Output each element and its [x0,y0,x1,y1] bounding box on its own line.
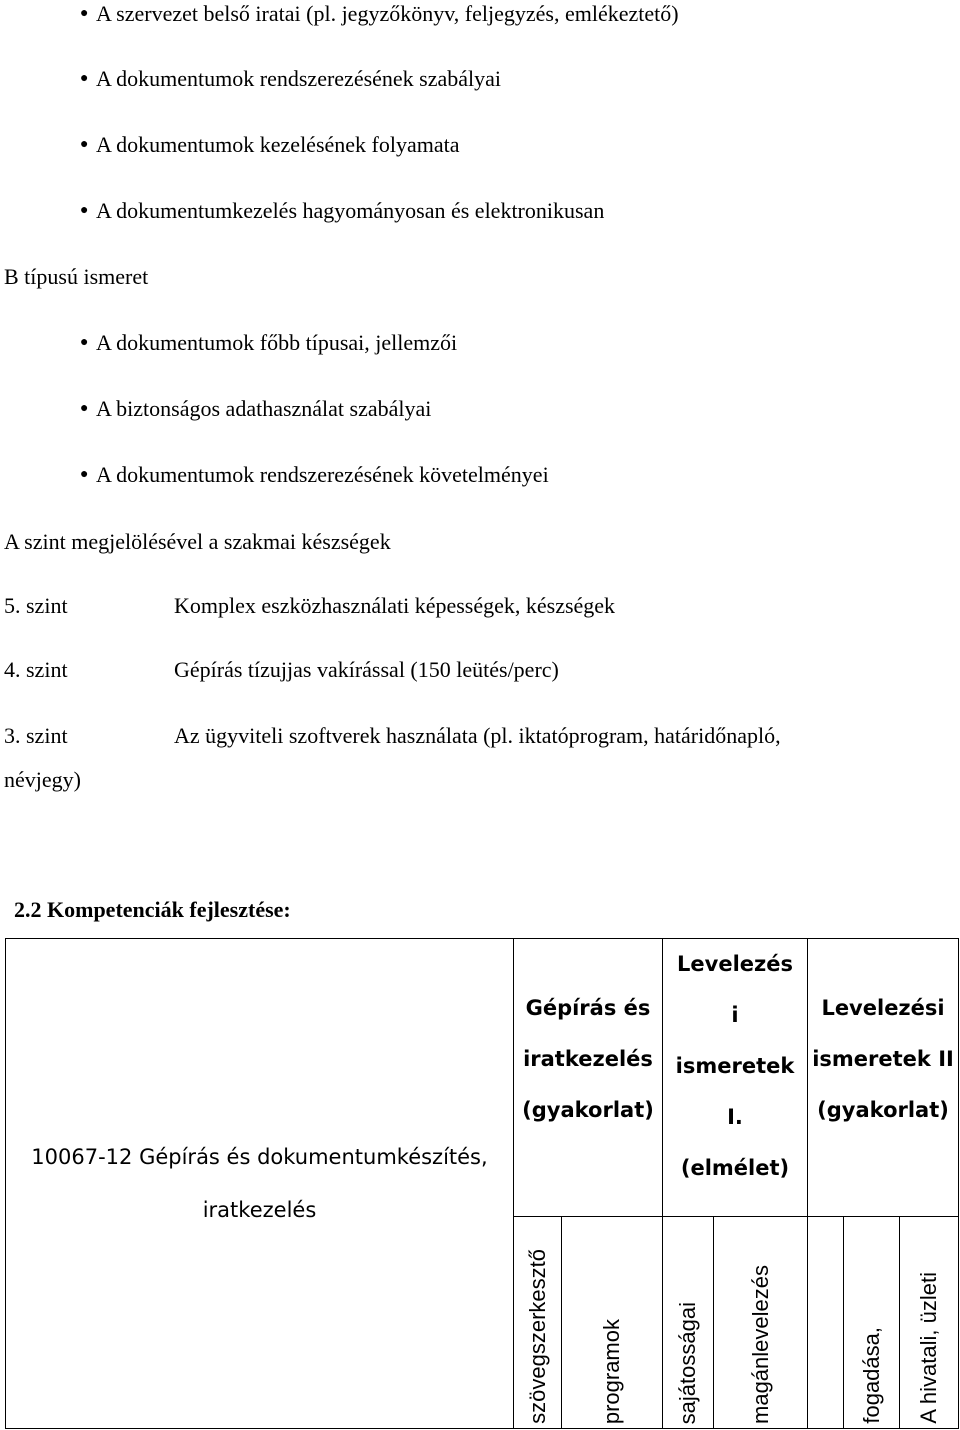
vertical-label: sajátosságai [675,1301,700,1424]
vertical-label: szövegszerkesztő [524,1249,550,1424]
level-text: Komplex eszközhasználati képességek, készségek [174,593,616,618]
vertical-label-cell [808,1217,844,1429]
level-label: 4. szint [4,657,68,682]
header-line: (elmélet) [680,1156,790,1180]
header-line: Levelezés [677,952,793,976]
bullet-icon: ● [80,6,89,21]
column-header [663,939,808,1217]
column-header [514,939,663,1217]
vertical-label: magánlevelezés [747,1265,773,1424]
level-label: 5. szint [4,593,68,618]
level-label: 3. szint [4,723,68,748]
vertical-label: fogadása, [858,1327,884,1424]
module-title: 10067-12 Gépírás és dokumentumkészítés, [31,1144,488,1169]
header-line: ismeretek [675,1054,795,1078]
bullet-icon: ● [80,71,89,86]
level-text-continuation: névjegy) [4,767,81,792]
vertical-label-cell [900,1217,959,1429]
list-item: A szervezet belső iratai (pl. jegyzőkönyv, feljegyzés, emlékeztető) [96,1,679,26]
vertical-label: A hivatali, üzleti [916,1272,942,1424]
module-title-cell [6,939,514,1429]
bullet-icon: ● [80,137,89,152]
vertical-label-cell [562,1217,663,1429]
bullet-icon: ● [80,335,89,350]
header-line: i [731,1003,739,1027]
column-header [808,939,959,1217]
vertical-label-cell [844,1217,900,1429]
header-line: Gépírás és [525,996,651,1020]
list-item: A dokumentumok rendszerezésének szabályai [96,66,502,91]
level-text: Az ügyviteli szoftverek használata (pl. iktatóprogram, határidőnapló, [174,723,781,748]
header-line: (gyakorlat) [817,1098,949,1122]
skills-heading: A szint megjelölésével a szakmai készségek [4,529,391,554]
header-line: iratkezelés [523,1047,653,1071]
header-line: ismeretek II [812,1047,954,1071]
level-text: Gépírás tízujjas vakírással (150 leütés/perc) [174,657,559,682]
header-line: I. [727,1105,743,1129]
vertical-label-cell [514,1217,562,1429]
header-line: Levelezési [821,996,945,1020]
vertical-label: programok [599,1318,624,1424]
bullet-icon: ● [80,467,89,482]
section-heading: 2.2 Kompetenciák fejlesztése: [14,897,291,922]
vertical-label-cell [663,1217,714,1429]
competency-table [5,938,959,1429]
list-item: A dokumentumok főbb típusai, jellemzői [96,330,458,355]
b-type-heading: B típusú ismeret [4,264,149,289]
list-item: A dokumentumkezelés hagyományosan és elektronikusan [96,198,605,223]
list-item: A biztonságos adathasználat szabályai [96,396,432,421]
bullet-icon: ● [80,401,89,416]
bullet-icon: ● [80,203,89,218]
list-item: A dokumentumok rendszerezésének követelményei [96,462,549,487]
header-line: (gyakorlat) [522,1098,654,1122]
module-title: iratkezelés [202,1197,317,1222]
vertical-label-cell [714,1217,808,1429]
list-item: A dokumentumok kezelésének folyamata [96,132,460,157]
